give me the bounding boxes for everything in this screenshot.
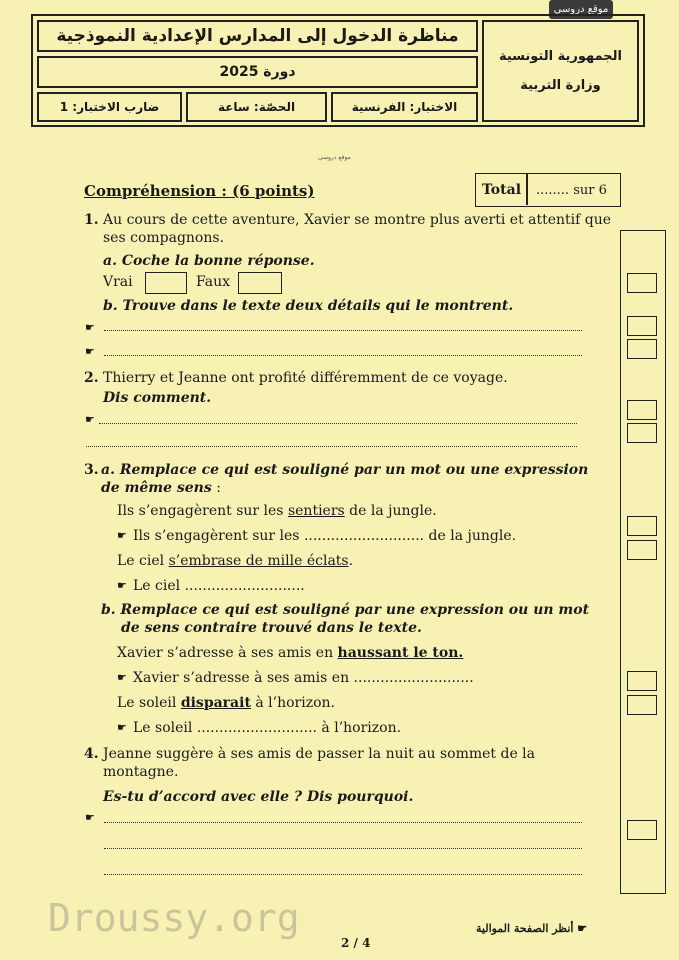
hand-pointer-icon: ☛ [85, 413, 95, 426]
hand-pointer-icon: ☛ [117, 721, 127, 734]
section-title: Compréhension : (6 points) [84, 182, 315, 200]
watermark: Droussy.org [48, 896, 300, 940]
q1-text-line1: Au cours de cette aventure, Xavier se montre plus averti et attentif que [103, 212, 612, 228]
q4-text-line1: Jeanne suggère à ses amis de passer la nuit au sommet de la [103, 746, 536, 762]
small-note: موقع دروسي [318, 154, 351, 161]
q3-a-line1: a. Remplace ce qui est souligné par un mot ou une expression [101, 462, 589, 478]
site-badge: موقع دروسي [549, 0, 613, 19]
q3-s3 [117, 644, 463, 662]
total-value: ........ sur 6 [536, 183, 607, 198]
score-box[interactable] [627, 400, 657, 420]
hand-pointer-icon: ☛ [117, 529, 127, 542]
q3-s1 [117, 502, 437, 520]
q4-text-line2: montagne. [103, 764, 179, 780]
score-box[interactable] [627, 540, 657, 560]
hand-pointer-icon: ☛ [117, 671, 127, 684]
exam-duration: الحصّة: ساعة [186, 92, 327, 122]
score-box[interactable] [627, 671, 657, 691]
q3-b-line2: de sens contraire trouvé dans le texte. [121, 620, 422, 636]
hand-pointer-icon: ☛ [117, 579, 127, 592]
hand-pointer-icon: ☛ [577, 922, 588, 935]
exam-coefficient: ضارب الاختبار: 1 [37, 92, 182, 122]
q1-answer-line-1[interactable] [104, 330, 582, 331]
exam-title: مناظرة الدخول إلى المدارس الإعدادية النموذجية [37, 20, 478, 52]
q2-text: Thierry et Jeanne ont profité différemment de ce voyage. [103, 370, 508, 386]
q3-s2-underlined: s’embrase de mille éclats [168, 553, 349, 569]
q1-vrai: Vrai [103, 274, 133, 290]
q2-instruction: Dis comment. [103, 390, 212, 406]
page-number: 2 / 4 [341, 936, 371, 950]
q3-s4-answer[interactable]: Le soleil ........................... à l’horizon. [133, 720, 402, 736]
q3-s2-answer[interactable]: Le ciel ........................... [133, 578, 305, 594]
q4-answer-line-3[interactable] [104, 874, 582, 875]
q4-answer-line-1[interactable] [104, 822, 582, 823]
exam-subject: الاختبار: الفرنسية [331, 92, 478, 122]
score-box[interactable] [627, 695, 657, 715]
score-box[interactable] [627, 339, 657, 359]
hand-pointer-icon: ☛ [85, 321, 95, 334]
q3-number: 3. [84, 462, 99, 478]
ministry-block [482, 20, 639, 122]
next-page-note [476, 920, 587, 938]
score-box[interactable] [627, 273, 657, 293]
q4-instruction: Es-tu d’accord avec elle ? Dis pourquoi. [103, 789, 414, 805]
q1-a-label: a. Coche la bonne réponse. [103, 253, 315, 269]
q3-a-line2: de même sens [101, 480, 212, 496]
q1-answer-line-2[interactable] [104, 355, 582, 356]
score-box[interactable] [627, 316, 657, 336]
q3-s2-pre: Le ciel [117, 553, 169, 569]
q3-a-colon: : [211, 480, 221, 496]
q1-b-label: b. Trouve dans le texte deux détails qui le montrent. [103, 298, 514, 314]
exam-session: دورة 2025 [37, 56, 478, 88]
total-box [475, 173, 621, 207]
q3-a-line2-wrap [101, 479, 221, 497]
q3-s3-answer[interactable]: Xavier s’adresse à ses amis en ........................... [133, 670, 474, 686]
total-label: Total [482, 182, 522, 198]
q2-answer-line-2[interactable] [86, 446, 577, 447]
q4-number: 4. [84, 746, 99, 762]
q3-s1-pre: Ils s’engagèrent sur les [117, 503, 288, 519]
score-box[interactable] [627, 423, 657, 443]
hand-pointer-icon: ☛ [85, 811, 95, 824]
q3-s1-underlined: sentiers [287, 503, 345, 519]
q3-s4-underlined: disparait [180, 695, 251, 711]
q3-s2 [117, 552, 353, 570]
q3-s4-post: à l’horizon. [250, 695, 335, 711]
q3-b-line1: b. Remplace ce qui est souligné par une expression ou un mot [101, 602, 590, 618]
q3-s3-underlined: haussant le ton. [337, 645, 464, 661]
q3-s4-pre: Le soleil [117, 695, 181, 711]
score-box[interactable] [627, 516, 657, 536]
q3-s1-answer[interactable]: Ils s’engagèrent sur les ........................... de la jungle. [133, 528, 517, 544]
q3-s1-post: de la jungle. [344, 503, 437, 519]
ministry-name: وزارة التربية [520, 78, 601, 93]
q1-text-line2: ses compagnons. [103, 230, 225, 246]
score-box[interactable] [627, 820, 657, 840]
q1-faux: Faux [196, 274, 231, 290]
q2-number: 2. [84, 370, 99, 386]
hand-pointer-icon: ☛ [85, 345, 95, 358]
q4-answer-line-2[interactable] [104, 848, 582, 849]
q1-number: 1. [84, 212, 99, 228]
next-page-text: أنظر الصفحة الموالية [476, 922, 574, 935]
faux-checkbox[interactable] [238, 272, 282, 294]
q3-s4 [117, 694, 335, 712]
vrai-checkbox[interactable] [145, 272, 187, 294]
q2-answer-line-1[interactable] [99, 423, 577, 424]
q3-s2-post: . [348, 553, 354, 569]
country-name: الجمهورية التونسية [498, 49, 623, 64]
q3-s3-pre: Xavier s’adresse à ses amis en [117, 645, 338, 661]
